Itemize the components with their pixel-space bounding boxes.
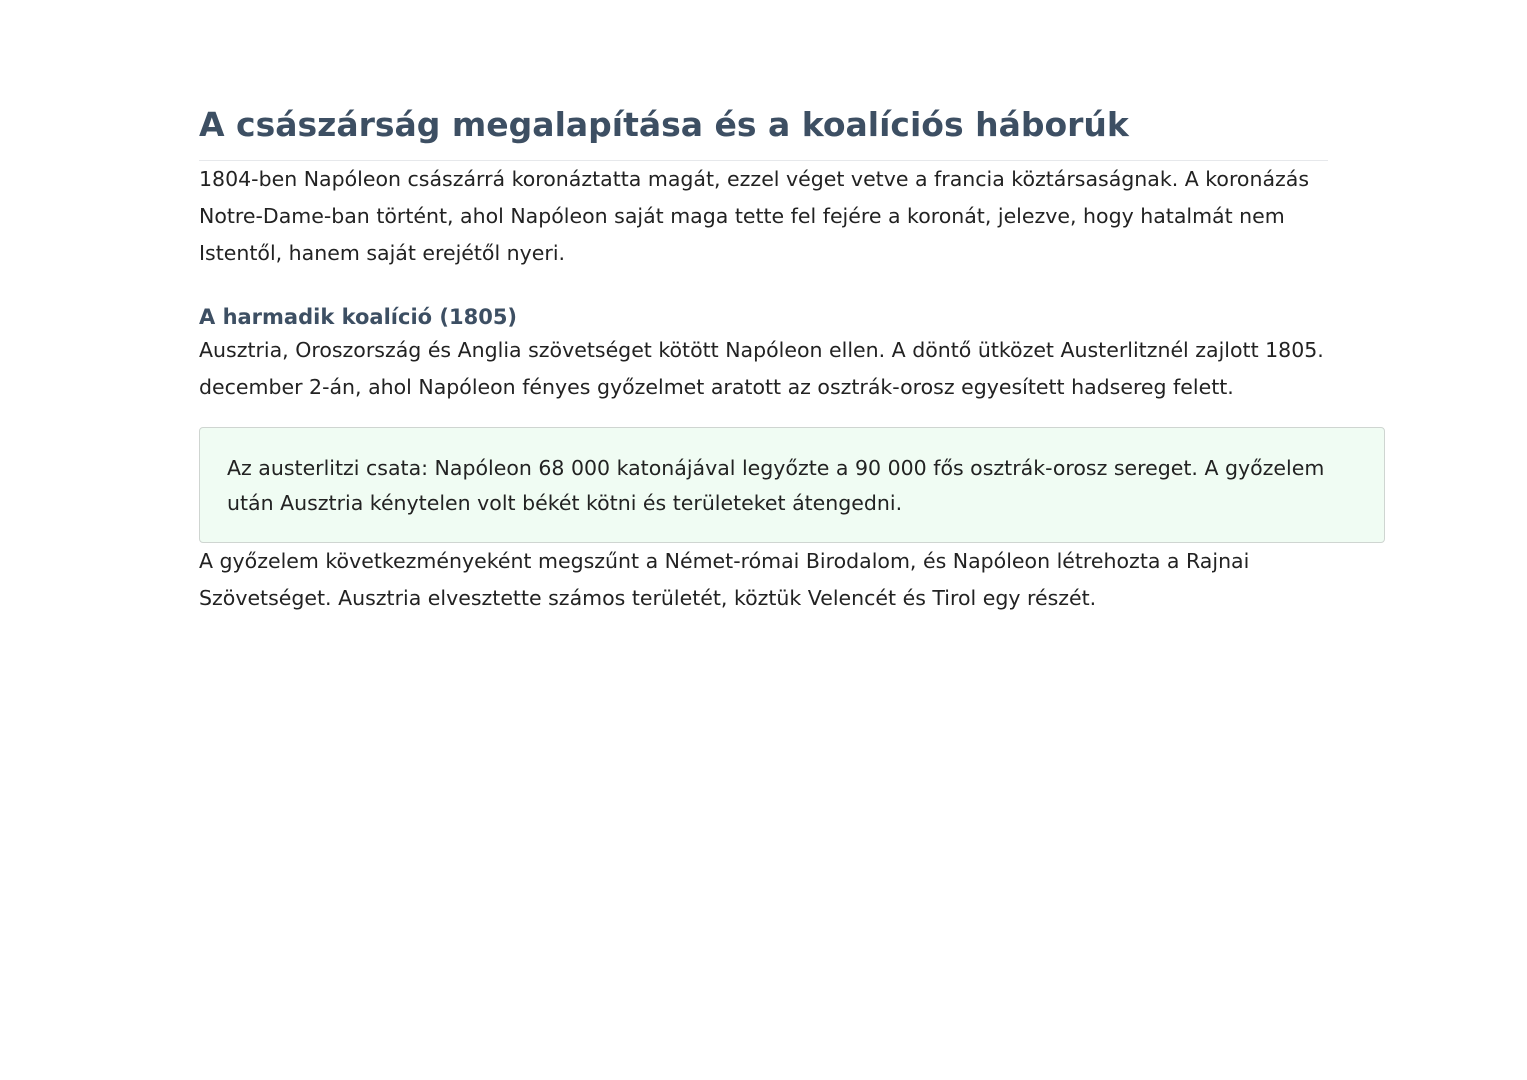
page-title: A császárság megalapítása és a koalíciós háborúk: [199, 100, 1328, 161]
closing-paragraph: A győzelem következményeként megszűnt a Német-római Birodalom, és Napóleon létrehozta a Rajnai Szövetséget. Ausztria elvesztette számos területét, köztük Velencét és Tirol egy részét.: [199, 549, 1250, 610]
section-paragraph: Ausztria, Oroszország és Anglia szövetséget kötött Napóleon ellen. A döntő ütközet Austerlitznél zajlott 1805. december 2-án, ahol Napóleon fényes győzelmet aratott az osztrák-orosz egyesített hadsereg felett.: [199, 338, 1324, 399]
section-heading: A harmadik koalíció (1805): [199, 305, 518, 329]
intro-paragraph: 1804-ben Napóleon császárrá koronáztatta magát, ezzel véget vetve a francia köztársaságnak. A koronázás Notre-Dame-ban történt, ahol Napóleon saját maga tette fel fejére a koronát, jelezve, hogy hatalmát nem Istentől, hanem saját erejétől nyeri.: [199, 167, 1310, 265]
info-callout: [199, 427, 1385, 543]
article: [199, 100, 1385, 617]
callout-text: Az austerlitzi csata: Napóleon 68 000 katonájával legyőzte a 90 000 fős osztrák-orosz sereget. A győzelem után Ausztria kénytelen volt békét kötni és területeket átengedni.: [227, 456, 1325, 515]
